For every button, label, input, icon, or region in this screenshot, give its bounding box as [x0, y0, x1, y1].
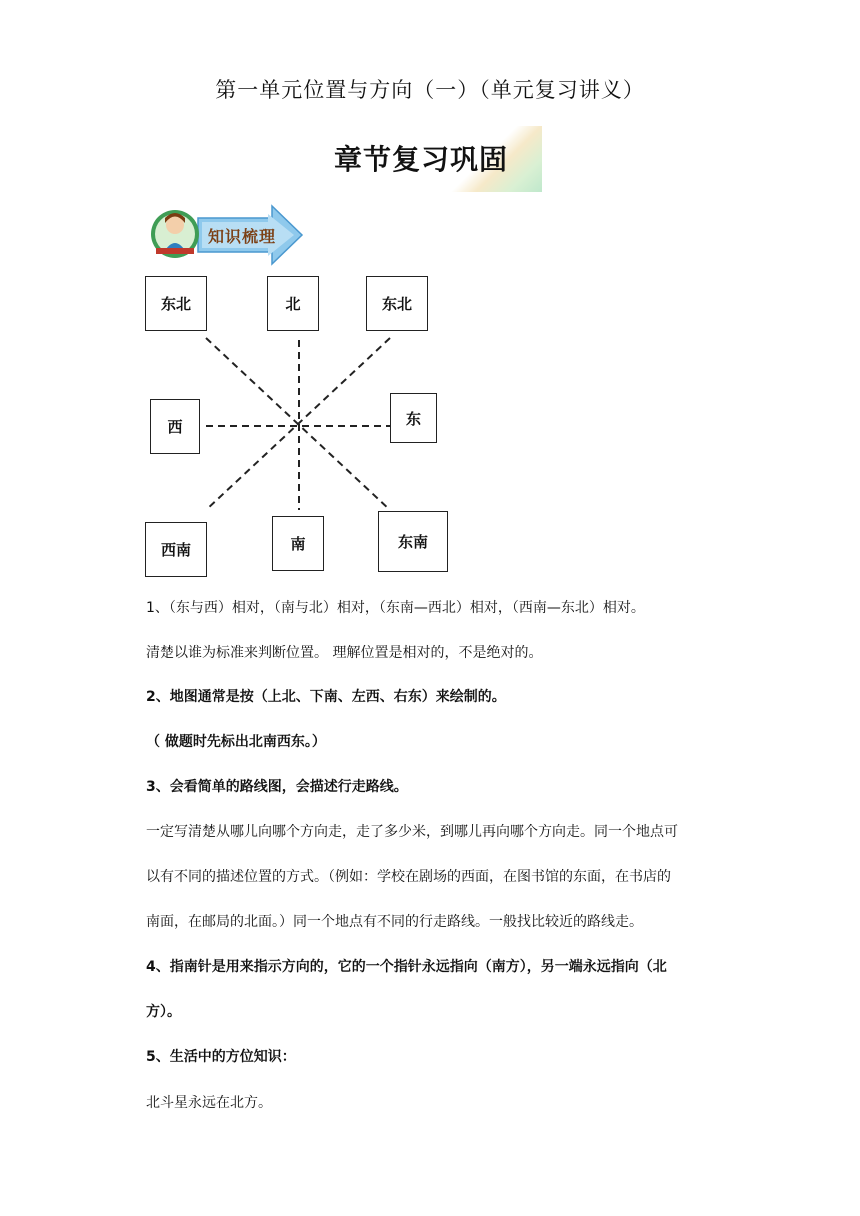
point-1-note: 清楚以谁为标准来判断位置。 理解位置是相对的，不是绝对的。 — [146, 645, 543, 661]
point-4-line-2: 方）。 — [146, 1004, 181, 1020]
direction-south: 南 — [272, 516, 324, 571]
point-2-note: （ 做题时先标出北南西东。） — [146, 734, 326, 750]
point-5-detail: 北斗星永远在北方。 — [146, 1095, 272, 1111]
point-5: 5、生活中的方位知识： — [146, 1049, 296, 1065]
point-3: 3、会看简单的路线图，会描述行走路线。 — [146, 779, 408, 795]
point-3-line-3: 南面，在邮局的北面。）同一个地点有不同的行走路线。一般找比较近的路线走。 — [146, 914, 643, 930]
banner-title: 章节复习巩固 — [334, 143, 509, 176]
point-4-line-1: 4、指南针是用来指示方向的，它的一个指针永远指向（南方），另一端永远指向（北 — [146, 959, 667, 975]
direction-southwest: 西南 — [145, 522, 207, 577]
page-title: 第一单元位置与方向（一）（单元复习讲义） — [215, 78, 645, 102]
chapter-review-banner — [328, 126, 542, 192]
badge-label: 知识梳理 — [208, 227, 277, 246]
direction-northeast-topleft: 东北 — [145, 276, 207, 331]
compass-diagram — [140, 270, 460, 582]
knowledge-badge — [150, 204, 304, 266]
direction-north: 北 — [267, 276, 319, 331]
point-2: 2、地图通常是按（上北、下南、左西、右东）来绘制的。 — [146, 689, 506, 705]
direction-northeast: 东北 — [366, 276, 428, 331]
direction-east: 东 — [390, 393, 437, 443]
direction-southeast: 东南 — [378, 511, 448, 572]
direction-west: 西 — [150, 399, 200, 454]
point-1: 1、（东与西）相对，（南与北）相对，（东南—西北）相对，（西南—东北）相对。 — [146, 600, 645, 616]
point-3-line-2: 以有不同的描述位置的方式。（例如：学校在剧场的西面，在图书馆的东面，在书店的 — [146, 869, 671, 885]
point-3-line-1: 一定写清楚从哪儿向哪个方向走，走了多少米，到哪儿再向哪个方向走。同一个地点可 — [146, 824, 678, 840]
